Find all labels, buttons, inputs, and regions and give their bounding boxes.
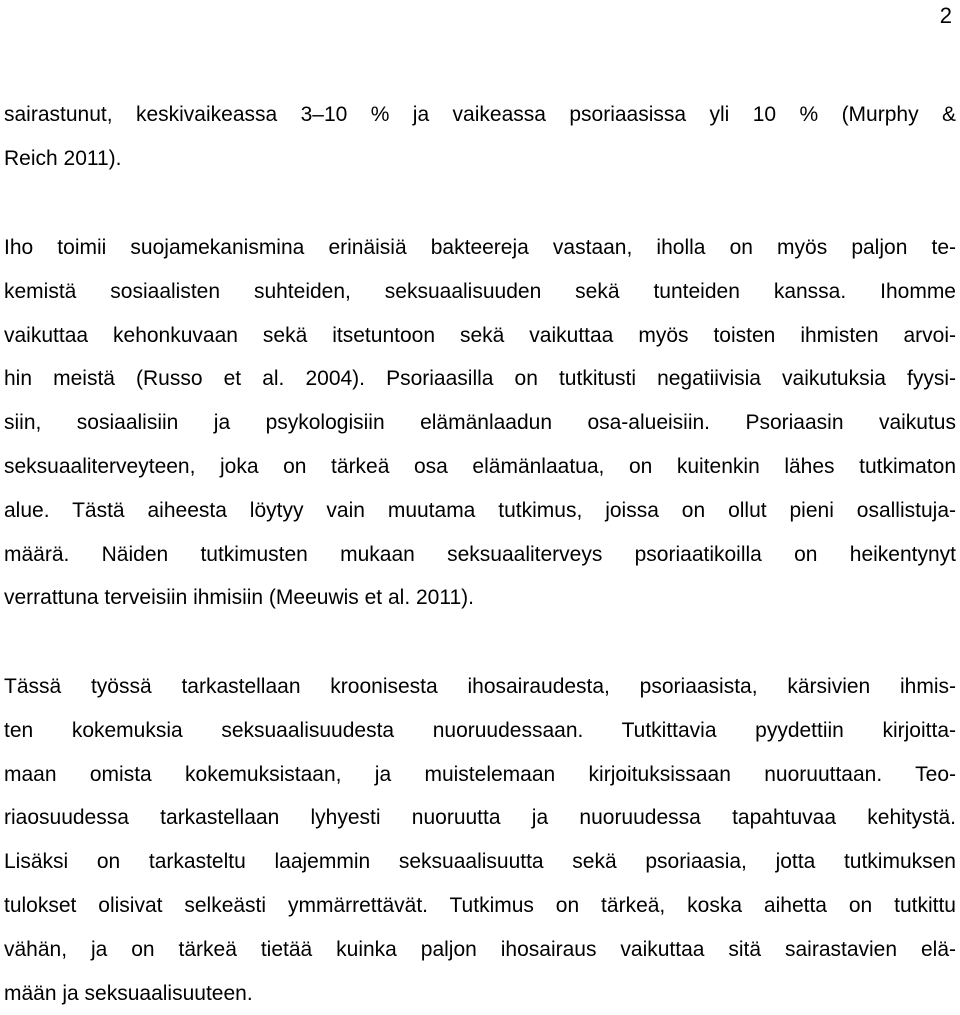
paragraph-1	[4, 93, 956, 181]
text-line: vähän, ja on tärkeä tietää kuinka paljon ihosairaus vaikuttaa sitä sairastavien elä-	[4, 937, 956, 961]
text-line: mään ja seksuaalisuuteen.	[4, 981, 253, 1005]
paragraph-2	[4, 226, 956, 620]
text-line: alue. Tästä aiheesta löytyy vain muutama tutkimus, joissa on ollut pieni osallistuja-	[4, 498, 956, 522]
text-line: ten kokemuksia seksuaalisuudesta nuoruudessaan. Tutkittavia pyydettiin kirjoitta-	[4, 718, 956, 742]
paragraph-3	[4, 665, 956, 1015]
text-line: määrä. Näiden tutkimusten mukaan seksuaaliterveys psoriaatikoilla on heikentynyt	[4, 542, 956, 566]
text-line: verrattuna terveisiin ihmisiin (Meeuwis et al. 2011).	[4, 586, 474, 610]
text-line: Lisäksi on tarkasteltu laajemmin seksuaalisuutta sekä psoriaasia, jotta tutkimuksen	[4, 850, 956, 874]
text-line: Reich 2011).	[4, 146, 122, 170]
text-line: kemistä sosiaalisten suhteiden, seksuaalisuuden sekä tunteiden kanssa. Ihomme	[4, 279, 956, 303]
text-line: Iho toimii suojamekanismina erinäisiä bakteereja vastaan, iholla on myös paljon te-	[4, 236, 956, 259]
text-line: vaikuttaa kehonkuvaan sekä itsetuntoon sekä vaikuttaa myös toisten ihmisten arvoi-	[4, 323, 956, 347]
text-line: tulokset olisivat selkeästi ymmärrettävät. Tutkimus on tärkeä, koska aihetta on tutkittu	[4, 893, 956, 917]
text-line: riaosuudessa tarkastellaan lyhyesti nuoruutta ja nuoruudessa tapahtuvaa kehitystä.	[4, 806, 956, 830]
page-number: 2	[939, 3, 952, 28]
text-line: seksuaaliterveyteen, joka on tärkeä osa elämänlaatua, on kuitenkin lähes tutkimaton	[4, 454, 956, 478]
text-line: sairastunut, keskivaikeassa 3–10 % ja vaikeassa psoriaasissa yli 10 % (Murphy &	[4, 103, 956, 126]
text-line: Tässä työssä tarkastellaan kroonisesta ihosairaudesta, psoriaasista, kärsivien ihmis-	[4, 675, 956, 698]
text-line: hin meistä (Russo et al. 2004). Psoriaasilla on tutkitusti negatiivisia vaikutuksia fyysi-	[4, 367, 956, 391]
text-line: siin, sosiaalisiin ja psykologisiin elämänlaadun osa-alueisiin. Psoriaasin vaikutus	[4, 411, 956, 435]
text-line: maan omista kokemuksistaan, ja muistelemaan kirjoituksissaan nuoruuttaan. Teo-	[4, 762, 956, 786]
